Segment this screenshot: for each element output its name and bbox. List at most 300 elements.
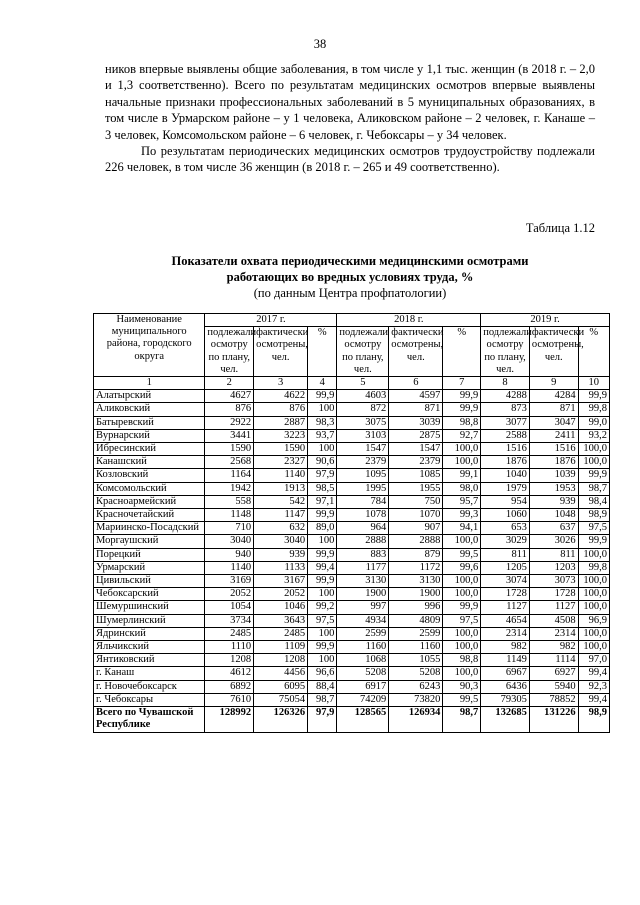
table-cell: 558 — [205, 495, 254, 508]
table-cell: 3 — [254, 377, 308, 390]
table-cell: 100 — [308, 443, 337, 456]
table-cell: 5940 — [529, 680, 578, 693]
table-cell: 99,4 — [308, 561, 337, 574]
header-year: 2019 г. — [481, 314, 610, 327]
table-cell: 1547 — [389, 443, 443, 456]
table-cell: 4597 — [389, 390, 443, 403]
table-cell: 1942 — [205, 482, 254, 495]
table-cell: 100,0 — [578, 627, 609, 640]
table-cell: 996 — [389, 601, 443, 614]
table-cell: 3039 — [389, 416, 443, 429]
table-row — [94, 509, 610, 522]
table-cell: 3167 — [254, 575, 308, 588]
table-cell: 100,0 — [578, 443, 609, 456]
table-cell: 97,5 — [578, 522, 609, 535]
table-cell: 907 — [389, 522, 443, 535]
table-row — [94, 588, 610, 601]
table-cell: 4456 — [254, 667, 308, 680]
table-cell: 7 — [443, 377, 481, 390]
table-cell-name: Козловский — [94, 469, 205, 482]
table-cell-name: г. Чебоксары — [94, 693, 205, 706]
table-cell: 99,9 — [443, 601, 481, 614]
table-cell: 4603 — [337, 390, 389, 403]
table-cell: 6917 — [337, 680, 389, 693]
table-cell: 100,0 — [443, 575, 481, 588]
table-cell: 9 — [529, 377, 578, 390]
table-cell: 99,9 — [308, 390, 337, 403]
table-row — [94, 482, 610, 495]
table-cell: 6927 — [529, 667, 578, 680]
table-cell: 97,1 — [308, 495, 337, 508]
table-cell: 99,1 — [443, 469, 481, 482]
table-cell-name: Ядринский — [94, 627, 205, 640]
table-cell: 2888 — [337, 535, 389, 548]
table-cell: 1147 — [254, 509, 308, 522]
table-cell: 100,0 — [443, 641, 481, 654]
table-row — [94, 627, 610, 640]
table-row — [94, 390, 610, 403]
paragraph: По результатам периодических медицинских осмотров трудоустройству подлежали 226 человек, в том числе 36 женщин (в 2018 г. – 265 и 49 соответственно). — [105, 144, 595, 175]
table-cell: 1078 — [337, 509, 389, 522]
table-cell: 97,9 — [308, 469, 337, 482]
table-row — [94, 429, 610, 442]
table-cell: 1068 — [337, 654, 389, 667]
table-cell: 3026 — [529, 535, 578, 548]
table-cell-name: г. Канаш — [94, 667, 205, 680]
header-subcolumn: % — [308, 327, 337, 377]
table-cell: 939 — [254, 548, 308, 561]
table-cell: 1127 — [529, 601, 578, 614]
table-cell: 3077 — [481, 416, 530, 429]
table-cell-name: Шумерлинский — [94, 614, 205, 627]
table-row — [94, 522, 610, 535]
table-cell: 2327 — [254, 456, 308, 469]
table-cell-name: г. Новочебоксарск — [94, 680, 205, 693]
table-cell: 1110 — [205, 641, 254, 654]
table-row — [94, 680, 610, 693]
table-cell: 1208 — [205, 654, 254, 667]
table-cell: 99,5 — [443, 693, 481, 706]
table-cell: 98,7 — [443, 707, 481, 732]
table-cell: 3075 — [337, 416, 389, 429]
table-cell-name: Всего по Чувашской Республике — [94, 707, 205, 732]
table-cell: 1979 — [481, 482, 530, 495]
table-cell: 2314 — [529, 627, 578, 640]
table-cell: 126326 — [254, 707, 308, 732]
table-cell: 1955 — [389, 482, 443, 495]
table-cell: 8 — [481, 377, 530, 390]
table-cell-name: Аликовский — [94, 403, 205, 416]
table-cell: 940 — [205, 548, 254, 561]
table-cell: 2411 — [529, 429, 578, 442]
table-cell: 98,3 — [308, 416, 337, 429]
table-cell: 98,5 — [308, 482, 337, 495]
table-cell: 132685 — [481, 707, 530, 732]
table-cell: 1140 — [254, 469, 308, 482]
table-cell: 100,0 — [443, 667, 481, 680]
table-cell: 871 — [389, 403, 443, 416]
table-cell: 6243 — [389, 680, 443, 693]
table-cell: 4809 — [389, 614, 443, 627]
table-cell: 3040 — [254, 535, 308, 548]
table-cell: 4622 — [254, 390, 308, 403]
table-cell: 99,3 — [443, 509, 481, 522]
table-row — [94, 575, 610, 588]
table-cell: 750 — [389, 495, 443, 508]
table-cell: 100 — [308, 627, 337, 640]
table-cell: 1203 — [529, 561, 578, 574]
table-cell: 2599 — [337, 627, 389, 640]
table-cell-name: Вурнарский — [94, 429, 205, 442]
table-cell: 3643 — [254, 614, 308, 627]
table-cell-name: Комсомольский — [94, 482, 205, 495]
table-cell: 100,0 — [443, 627, 481, 640]
table-label: Таблица 1.12 — [525, 221, 595, 235]
table-cell: 98,4 — [578, 495, 609, 508]
table-cell: 75054 — [254, 693, 308, 706]
table-cell: 1728 — [481, 588, 530, 601]
table-cell: 1054 — [205, 601, 254, 614]
table-cell: 1900 — [389, 588, 443, 601]
table-cell: 1728 — [529, 588, 578, 601]
table-cell: 2485 — [254, 627, 308, 640]
table-cell: 1547 — [337, 443, 389, 456]
table-cell: 1133 — [254, 561, 308, 574]
header-subcolumn: подлежали осмотру по плану, чел. — [337, 327, 389, 377]
table-title-line: работающих во вредных условиях труда, % — [226, 270, 474, 284]
table-cell: 99,8 — [578, 403, 609, 416]
table-cell: 811 — [481, 548, 530, 561]
table-cell: 100 — [308, 403, 337, 416]
table-cell-name: Чебоксарский — [94, 588, 205, 601]
table-cell: 100 — [308, 535, 337, 548]
table-cell: 4508 — [529, 614, 578, 627]
table-cell: 2314 — [481, 627, 530, 640]
table-cell: 1114 — [529, 654, 578, 667]
table-cell: 3047 — [529, 416, 578, 429]
table-cell: 93,2 — [578, 429, 609, 442]
table-cell: 2379 — [389, 456, 443, 469]
table-row — [94, 548, 610, 561]
table-cell: 96,6 — [308, 667, 337, 680]
table-row — [94, 654, 610, 667]
table-row — [94, 601, 610, 614]
coverage-table — [93, 313, 610, 733]
table-cell: 2485 — [205, 627, 254, 640]
table-cell: 2568 — [205, 456, 254, 469]
table-cell: 1516 — [529, 443, 578, 456]
table-cell: 99,9 — [443, 390, 481, 403]
table-row — [94, 667, 610, 680]
table-cell: 99,9 — [308, 575, 337, 588]
table-cell: 96,9 — [578, 614, 609, 627]
table-cell: 784 — [337, 495, 389, 508]
table-cell: 79305 — [481, 693, 530, 706]
table-cell: 88,4 — [308, 680, 337, 693]
table-cell-name: Яльчикский — [94, 641, 205, 654]
table-row — [94, 416, 610, 429]
table-cell: 100 — [308, 588, 337, 601]
table-row — [94, 403, 610, 416]
header-subcolumn: фактически осмотрены, чел. — [254, 327, 308, 377]
table-cell: 1060 — [481, 509, 530, 522]
table-cell: 883 — [337, 548, 389, 561]
table-cell: 99,9 — [578, 390, 609, 403]
table-cell: 1876 — [481, 456, 530, 469]
table-cell: 2875 — [389, 429, 443, 442]
table-cell: 100,0 — [443, 456, 481, 469]
table-cell: 90,3 — [443, 680, 481, 693]
table-cell: 1039 — [529, 469, 578, 482]
table-cell: 99,9 — [578, 535, 609, 548]
table-cell: 5 — [337, 377, 389, 390]
table-cell: 2922 — [205, 416, 254, 429]
table-cell: 6095 — [254, 680, 308, 693]
table-cell: 99,9 — [443, 403, 481, 416]
table-cell: 3223 — [254, 429, 308, 442]
table-cell: 872 — [337, 403, 389, 416]
table-cell: 1177 — [337, 561, 389, 574]
table-cell: 2888 — [389, 535, 443, 548]
table-cell: 97,0 — [578, 654, 609, 667]
table-cell: 100,0 — [578, 456, 609, 469]
table-cell: 4288 — [481, 390, 530, 403]
table-cell: 982 — [481, 641, 530, 654]
table-cell: 98,9 — [578, 509, 609, 522]
table-cell: 7610 — [205, 693, 254, 706]
table-cell: 99,9 — [308, 509, 337, 522]
table-cell: 10 — [578, 377, 609, 390]
table-cell: 99,5 — [443, 548, 481, 561]
table-cell: 1095 — [337, 469, 389, 482]
body-text — [105, 61, 595, 176]
table-cell: 5208 — [389, 667, 443, 680]
table-cell: 6436 — [481, 680, 530, 693]
table-cell: 3130 — [337, 575, 389, 588]
table-row — [94, 614, 610, 627]
table-cell: 1148 — [205, 509, 254, 522]
table-cell: 100,0 — [578, 548, 609, 561]
table-cell: 1048 — [529, 509, 578, 522]
table-cell: 637 — [529, 522, 578, 535]
table-cell: 879 — [389, 548, 443, 561]
table-cell: 100,0 — [443, 443, 481, 456]
table-cell: 1040 — [481, 469, 530, 482]
header-subcolumn: % — [443, 327, 481, 377]
table-cell: 2 — [205, 377, 254, 390]
table-row — [94, 443, 610, 456]
table-cell: 1205 — [481, 561, 530, 574]
table-cell: 2052 — [205, 588, 254, 601]
table-cell: 710 — [205, 522, 254, 535]
table-cell: 99,9 — [578, 469, 609, 482]
table-row — [94, 641, 610, 654]
table-cell: 3169 — [205, 575, 254, 588]
header-subcolumn: фактически осмотрены, чел. — [389, 327, 443, 377]
table-cell: 92,7 — [443, 429, 481, 442]
table-cell: 1046 — [254, 601, 308, 614]
table-cell: 1160 — [337, 641, 389, 654]
table-cell: 1140 — [205, 561, 254, 574]
table-row — [94, 561, 610, 574]
table-cell: 2588 — [481, 429, 530, 442]
table-cell: 100,0 — [578, 601, 609, 614]
table-cell-name: Порецкий — [94, 548, 205, 561]
table-cell: 997 — [337, 601, 389, 614]
table-cell-name: Ибресинский — [94, 443, 205, 456]
table-cell: 89,0 — [308, 522, 337, 535]
table-cell: 100,0 — [578, 575, 609, 588]
table-cell: 1164 — [205, 469, 254, 482]
table-cell: 100,0 — [443, 535, 481, 548]
table-cell: 2887 — [254, 416, 308, 429]
table-cell: 4612 — [205, 667, 254, 680]
table-cell: 6 — [389, 377, 443, 390]
table-cell: 4934 — [337, 614, 389, 627]
table-cell: 92,3 — [578, 680, 609, 693]
table-cell: 542 — [254, 495, 308, 508]
table-cell-name: Моргаушский — [94, 535, 205, 548]
table-cell: 99,0 — [578, 416, 609, 429]
table-cell: 93,7 — [308, 429, 337, 442]
table-cell-name: Красноармейский — [94, 495, 205, 508]
column-index-row — [94, 377, 610, 390]
table-cell: 632 — [254, 522, 308, 535]
table-cell: 99,2 — [308, 601, 337, 614]
table-cell: 5208 — [337, 667, 389, 680]
table-cell: 939 — [529, 495, 578, 508]
table-cell: 95,7 — [443, 495, 481, 508]
table-cell: 653 — [481, 522, 530, 535]
table-cell: 3074 — [481, 575, 530, 588]
table-cell: 4627 — [205, 390, 254, 403]
table-cell-name: Мариинско-Посадский — [94, 522, 205, 535]
table-cell: 94,1 — [443, 522, 481, 535]
table-cell: 97,5 — [308, 614, 337, 627]
table-title — [105, 253, 595, 301]
table-cell: 954 — [481, 495, 530, 508]
header-subcolumn: % — [578, 327, 609, 377]
table-cell: 99,4 — [578, 667, 609, 680]
table-cell: 128565 — [337, 707, 389, 732]
table-cell: 98,8 — [443, 654, 481, 667]
table-cell: 99,6 — [443, 561, 481, 574]
table-cell: 6967 — [481, 667, 530, 680]
table-cell: 811 — [529, 548, 578, 561]
table-cell: 73820 — [389, 693, 443, 706]
table-cell: 876 — [254, 403, 308, 416]
header-subcolumn: фактически осмотрены, чел. — [529, 327, 578, 377]
table-cell: 100,0 — [443, 588, 481, 601]
table-cell: 97,5 — [443, 614, 481, 627]
table-title-line: Показатели охвата периодическими медицинскими осмотрами — [171, 254, 529, 268]
table-cell: 3103 — [337, 429, 389, 442]
table-cell: 964 — [337, 522, 389, 535]
table-cell: 97,9 — [308, 707, 337, 732]
table-cell: 1109 — [254, 641, 308, 654]
table-cell: 100,0 — [578, 588, 609, 601]
table-cell: 2052 — [254, 588, 308, 601]
table-cell: 873 — [481, 403, 530, 416]
table-cell: 1953 — [529, 482, 578, 495]
table-cell-name: Урмарский — [94, 561, 205, 574]
table-cell: 982 — [529, 641, 578, 654]
table-cell: 6892 — [205, 680, 254, 693]
table-row — [94, 456, 610, 469]
table-subtitle: (по данным Центра профпатологии) — [253, 286, 447, 300]
table-cell: 4284 — [529, 390, 578, 403]
table-cell: 1876 — [529, 456, 578, 469]
table-cell: 99,8 — [578, 561, 609, 574]
table-cell-name: 1 — [94, 377, 205, 390]
table-cell: 1590 — [205, 443, 254, 456]
table-cell: 4 — [308, 377, 337, 390]
table-cell: 1070 — [389, 509, 443, 522]
table-cell: 1913 — [254, 482, 308, 495]
table-cell: 2379 — [337, 456, 389, 469]
table-cell-name: Батыревский — [94, 416, 205, 429]
table-cell: 3441 — [205, 429, 254, 442]
table-cell: 1085 — [389, 469, 443, 482]
table-cell: 3029 — [481, 535, 530, 548]
table-cell: 1516 — [481, 443, 530, 456]
table-cell: 126934 — [389, 707, 443, 732]
table-row — [94, 693, 610, 706]
table-cell: 1055 — [389, 654, 443, 667]
table-cell: 1149 — [481, 654, 530, 667]
table-cell: 871 — [529, 403, 578, 416]
header-subcolumn: подлежали осмотру по плану, чел. — [205, 327, 254, 377]
table-cell: 1172 — [389, 561, 443, 574]
table-cell: 1127 — [481, 601, 530, 614]
table-cell: 4654 — [481, 614, 530, 627]
table-cell: 98,9 — [578, 707, 609, 732]
table-cell: 3073 — [529, 575, 578, 588]
table-cell-name: Янтиковский — [94, 654, 205, 667]
table-row — [94, 495, 610, 508]
paragraph: ников впервые выявлены общие заболевания, в том числе у 1,1 тыс. женщин (в 2018 г. – 2,0 и 1,3 соответственно). Всего по результатам медицинских осмотров впервые выявлены начальные признаки профессиональных заболеваний в 5 муниципальных образованиях, в том числе в Урмарском районе – у 1 человека, Аликовском районе – 2 человек, г. Канаше – 3 человек, Комсомольском районе – 6 человек, г. Чебоксары – у 34 человек. — [105, 62, 595, 142]
table-cell: 98,8 — [443, 416, 481, 429]
table-total-row — [94, 707, 610, 732]
table-cell: 90,6 — [308, 456, 337, 469]
table-cell: 99,4 — [578, 693, 609, 706]
table-cell: 78852 — [529, 693, 578, 706]
table-cell: 74209 — [337, 693, 389, 706]
table-cell-name: Красночетайский — [94, 509, 205, 522]
table-cell: 876 — [205, 403, 254, 416]
table-cell-name: Цивильский — [94, 575, 205, 588]
table-cell: 100 — [308, 654, 337, 667]
page-number: 38 — [313, 37, 327, 51]
table-row — [94, 535, 610, 548]
table-cell: 98,0 — [443, 482, 481, 495]
table-cell: 99,9 — [308, 548, 337, 561]
header-name: Наименование муниципального района, городского округа — [94, 314, 205, 377]
table-cell: 1208 — [254, 654, 308, 667]
header-year: 2017 г. — [205, 314, 337, 327]
table-cell: 1590 — [254, 443, 308, 456]
table-cell: 3040 — [205, 535, 254, 548]
table-cell: 98,7 — [578, 482, 609, 495]
table-cell: 3130 — [389, 575, 443, 588]
table-cell: 128992 — [205, 707, 254, 732]
header-subcolumn: подлежали осмотру по плану, чел. — [481, 327, 530, 377]
table-cell: 1160 — [389, 641, 443, 654]
table-cell: 1995 — [337, 482, 389, 495]
table-cell: 1900 — [337, 588, 389, 601]
table-cell: 98,7 — [308, 693, 337, 706]
header-year: 2018 г. — [337, 314, 481, 327]
